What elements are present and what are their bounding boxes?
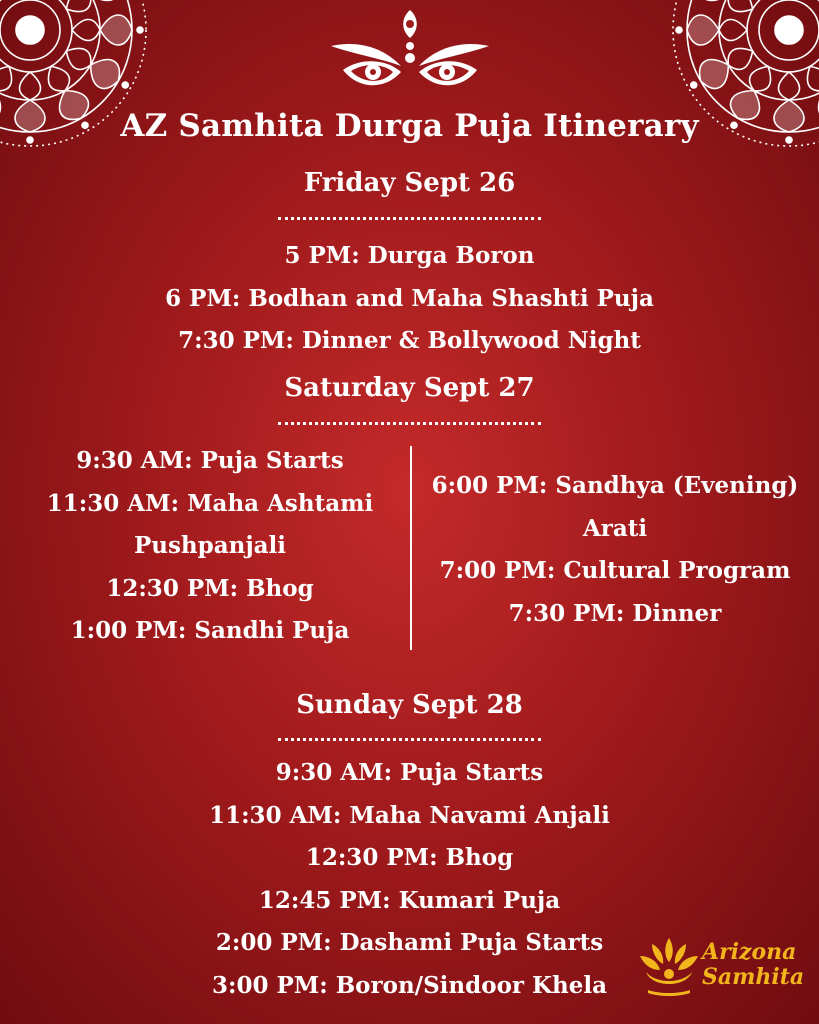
lotus-sun-logo-icon — [636, 932, 702, 998]
list-item: 1:00 PM: Sandhi Puja — [70, 617, 350, 644]
dotted-divider — [278, 422, 541, 425]
list-item: 7:30 PM: Dinner & Bollywood Night — [178, 327, 641, 354]
day-heading-saturday: Saturday Sept 27 — [284, 373, 535, 403]
list-item: 12:45 PM: Kumari Puja — [258, 886, 561, 914]
day-heading-friday: Friday Sept 26 — [303, 168, 516, 198]
list-item: 2:00 PM: Dashami Puja Starts — [215, 929, 604, 956]
arizona-samhita-logo — [636, 932, 812, 1002]
list-item: 3:00 PM: Boron/Sindoor Khela — [211, 971, 608, 999]
column-divider — [410, 446, 412, 650]
day-heading-sunday: Sunday Sept 28 — [296, 690, 523, 720]
list-item: 6 PM: Bodhan and Maha Shashti Puja — [165, 284, 654, 312]
logo-text-line2: Samhita — [702, 964, 805, 990]
page-title: AZ Samhita Durga Puja Itinerary — [120, 108, 699, 144]
list-item: 5 PM: Durga Boron — [284, 242, 535, 269]
list-item: 11:30 AM: Maha Ashtami — [46, 489, 374, 517]
list-item: 7:00 PM: Cultural Program — [439, 557, 791, 584]
list-item: 12:30 PM: Bhog — [106, 574, 314, 602]
list-item: 9:30 AM: Puja Starts — [76, 447, 344, 474]
list-item: 11:30 AM: Maha Navami Anjali — [209, 801, 610, 829]
list-item: Arati — [582, 514, 648, 542]
list-item: 7:30 PM: Dinner — [508, 599, 722, 627]
list-item: 9:30 AM: Puja Starts — [275, 759, 544, 786]
list-item: Pushpanjali — [133, 532, 287, 559]
dotted-divider — [278, 738, 541, 741]
logo-text-line1: Arizona — [702, 939, 797, 965]
list-item: 12:30 PM: Bhog — [305, 844, 514, 871]
dotted-divider — [278, 217, 541, 220]
event-list-friday — [0, 235, 819, 363]
event-list-saturday-right — [420, 465, 810, 635]
durga-eyes-icon — [329, 8, 491, 100]
list-item: 6:00 PM: Sandhya (Evening) — [431, 472, 799, 499]
event-list-saturday-left — [30, 440, 390, 653]
